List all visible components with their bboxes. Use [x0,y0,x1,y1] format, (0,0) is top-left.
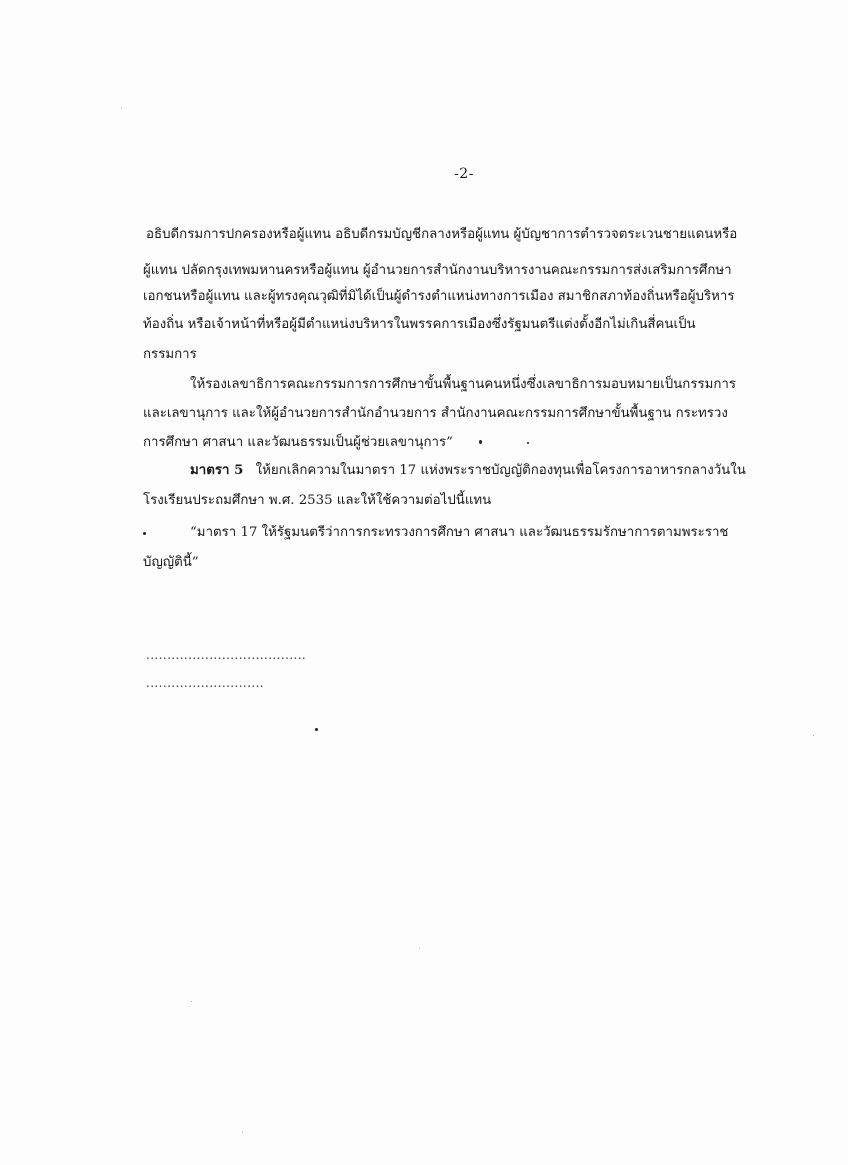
paragraph1-line-1: อธิบดีกรมการปกครองหรือผู้แทน อธิบดีกรมบัญชีกลางหรือผู้แทน ผู้บัญชาการตำรวจตระเวนชายแดนหรือ [146,227,738,242]
section17-line-1: “มาตรา 17 ให้รัฐมนตรีว่าการกระทรวงการศึกษา ศาสนา และวัฒนธรรมรักษาการตามพระราช [190,525,729,540]
scan-speck [121,107,122,108]
page-number: -2- [454,166,474,182]
scan-speck [527,442,529,444]
paragraph1-line-2: ผู้แทน ปลัดกรุงเทพมหานครหรือผู้แทน ผู้อำนวยการสำนักงานบริหารงานคณะกรรมการส่งเสริมการศึกษา [143,263,732,278]
section17-line-2: บัญญัตินี้” [143,555,199,570]
paragraph2-line-3: การศึกษา ศาสนา และวัฒนธรรมเป็นผู้ช่วยเลขานุการ” [143,435,453,450]
scan-speck [242,1132,243,1133]
paragraph1-line-3: เอกชนหรือผู้แทน และผู้ทรงคุณวุฒิที่มิได้เป็นผู้ดำรงตำแหน่งทางการเมือง สมาชิกสภาท้องถิ่นหรือผู้บริหาร [143,289,735,304]
scan-speck [479,440,482,444]
section5-line-2: โรงเรียนประถมศึกษา พ.ศ. 2535 และให้ใช้ความต่อไปนี้แทน [143,493,492,508]
scan-speck [315,728,318,731]
section5-label: มาตรา 5 [190,463,244,478]
paragraph2-line-2: และเลขานุการ และให้ผู้อำนวยการสำนักอำนวยการ สำนักงานคณะกรรมการศึกษาขั้นพื้นฐาน กระทรวง [143,406,728,421]
scan-speck [419,948,420,949]
paragraph1-line-4: ท้องถิ่น หรือเจ้าหน้าที่หรือผู้มีตำแหน่งบริหารในพรรคการเมืองซึ่งรัฐมนตรีแต่งตั้งอีกไม่เกินสี่คนเป็น [143,317,696,332]
scan-speck [813,735,814,736]
scan-speck [143,532,146,535]
scan-speck [191,1001,192,1002]
paragraph2-line-1: ให้รองเลขาธิการคณะกรรมการการศึกษาขั้นพื้นฐานคนหนึ่งซึ่งเลขาธิการมอบหมายเป็นกรรมการ [190,377,737,392]
signature-dotted-line-2: ............................ [146,676,265,690]
section5-line-1 [190,462,746,480]
section5-text-first: ให้ยกเลิกความในมาตรา 17 แห่งพระราชบัญญัติกองทุนเพื่อโครงการอาหารกลางวันใน [255,463,746,478]
paragraph1-line-5: กรรมการ [143,347,197,362]
signature-dotted-line-1: ...................................... [146,648,307,662]
